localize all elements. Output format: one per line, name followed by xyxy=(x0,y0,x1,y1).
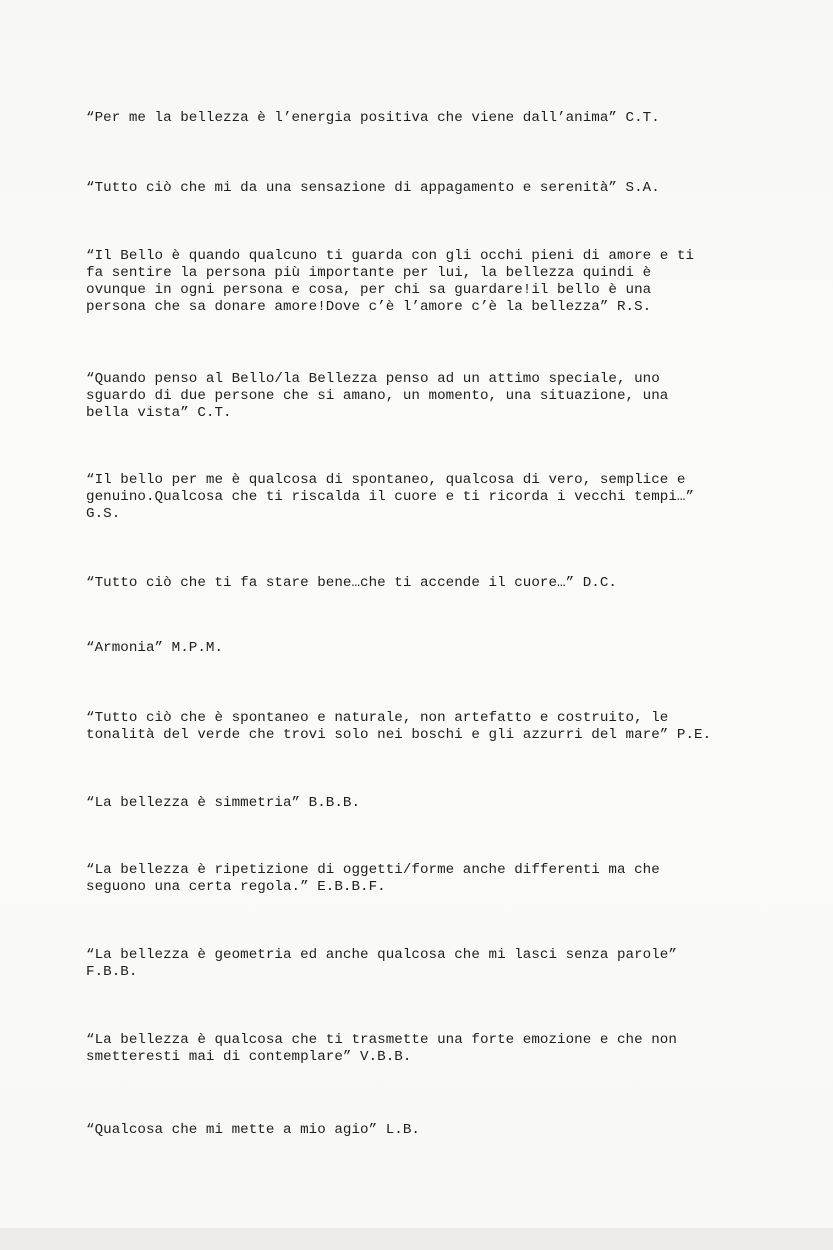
background-surface xyxy=(0,1228,833,1250)
quote-pe: “Tutto ciò che è spontaneo e naturale, non artefatto e costruito, le tonalità del verde che trovi solo nei boschi e gli azzurri del mare” P.E. xyxy=(86,710,712,743)
quote-sa: “Tutto ciò che mi da una sensazione di appagamento e serenità” S.A. xyxy=(86,180,660,196)
quote-gs: “Il bello per me è qualcosa di spontaneo, qualcosa di vero, semplice e genuino.Qualcosa che ti riscalda il cuore e ti ricorda i vecchi tempi…” G.S. xyxy=(86,472,695,522)
quote-fbb: “La bellezza è geometria ed anche qualcosa che mi lasci senza parole” F.B.B. xyxy=(86,947,677,980)
quote-lb: “Qualcosa che mi mette a mio agio” L.B. xyxy=(86,1122,420,1138)
quote-ct-2: “Quando penso al Bello/la Bellezza penso ad un attimo speciale, uno sguardo di due persone che si amano, un momento, una situazione, una bella vista” C.T. xyxy=(86,371,669,421)
quote-mpm: “Armonia” M.P.M. xyxy=(86,640,224,656)
quote-vbb: “La bellezza è qualcosa che ti trasmette una forte emozione e che non smetteresti mai di contemplare” V.B.B. xyxy=(86,1032,677,1065)
quote-rs: “Il Bello è quando qualcuno ti guarda con gli occhi pieni di amore e ti fa sentire la persona più importante per lui, la bellezza quindi è ovunque in ogni persona e cosa, per chi sa guardare!il bello è una persona che sa donare amore!Dove c’è l’amore c’è la bellezza” R.S. xyxy=(86,248,695,315)
quote-ct-1: “Per me la bellezza è l’energia positiva che viene dall’anima” C.T. xyxy=(86,110,660,126)
quote-ebbf: “La bellezza è ripetizione di oggetti/forme anche differenti ma che seguono una certa regola.” E.B.B.F. xyxy=(86,862,660,895)
quote-dc: “Tutto ciò che ti fa stare bene…che ti accende il cuore…” D.C. xyxy=(86,575,617,591)
quote-bbb: “La bellezza è simmetria” B.B.B. xyxy=(86,795,361,811)
